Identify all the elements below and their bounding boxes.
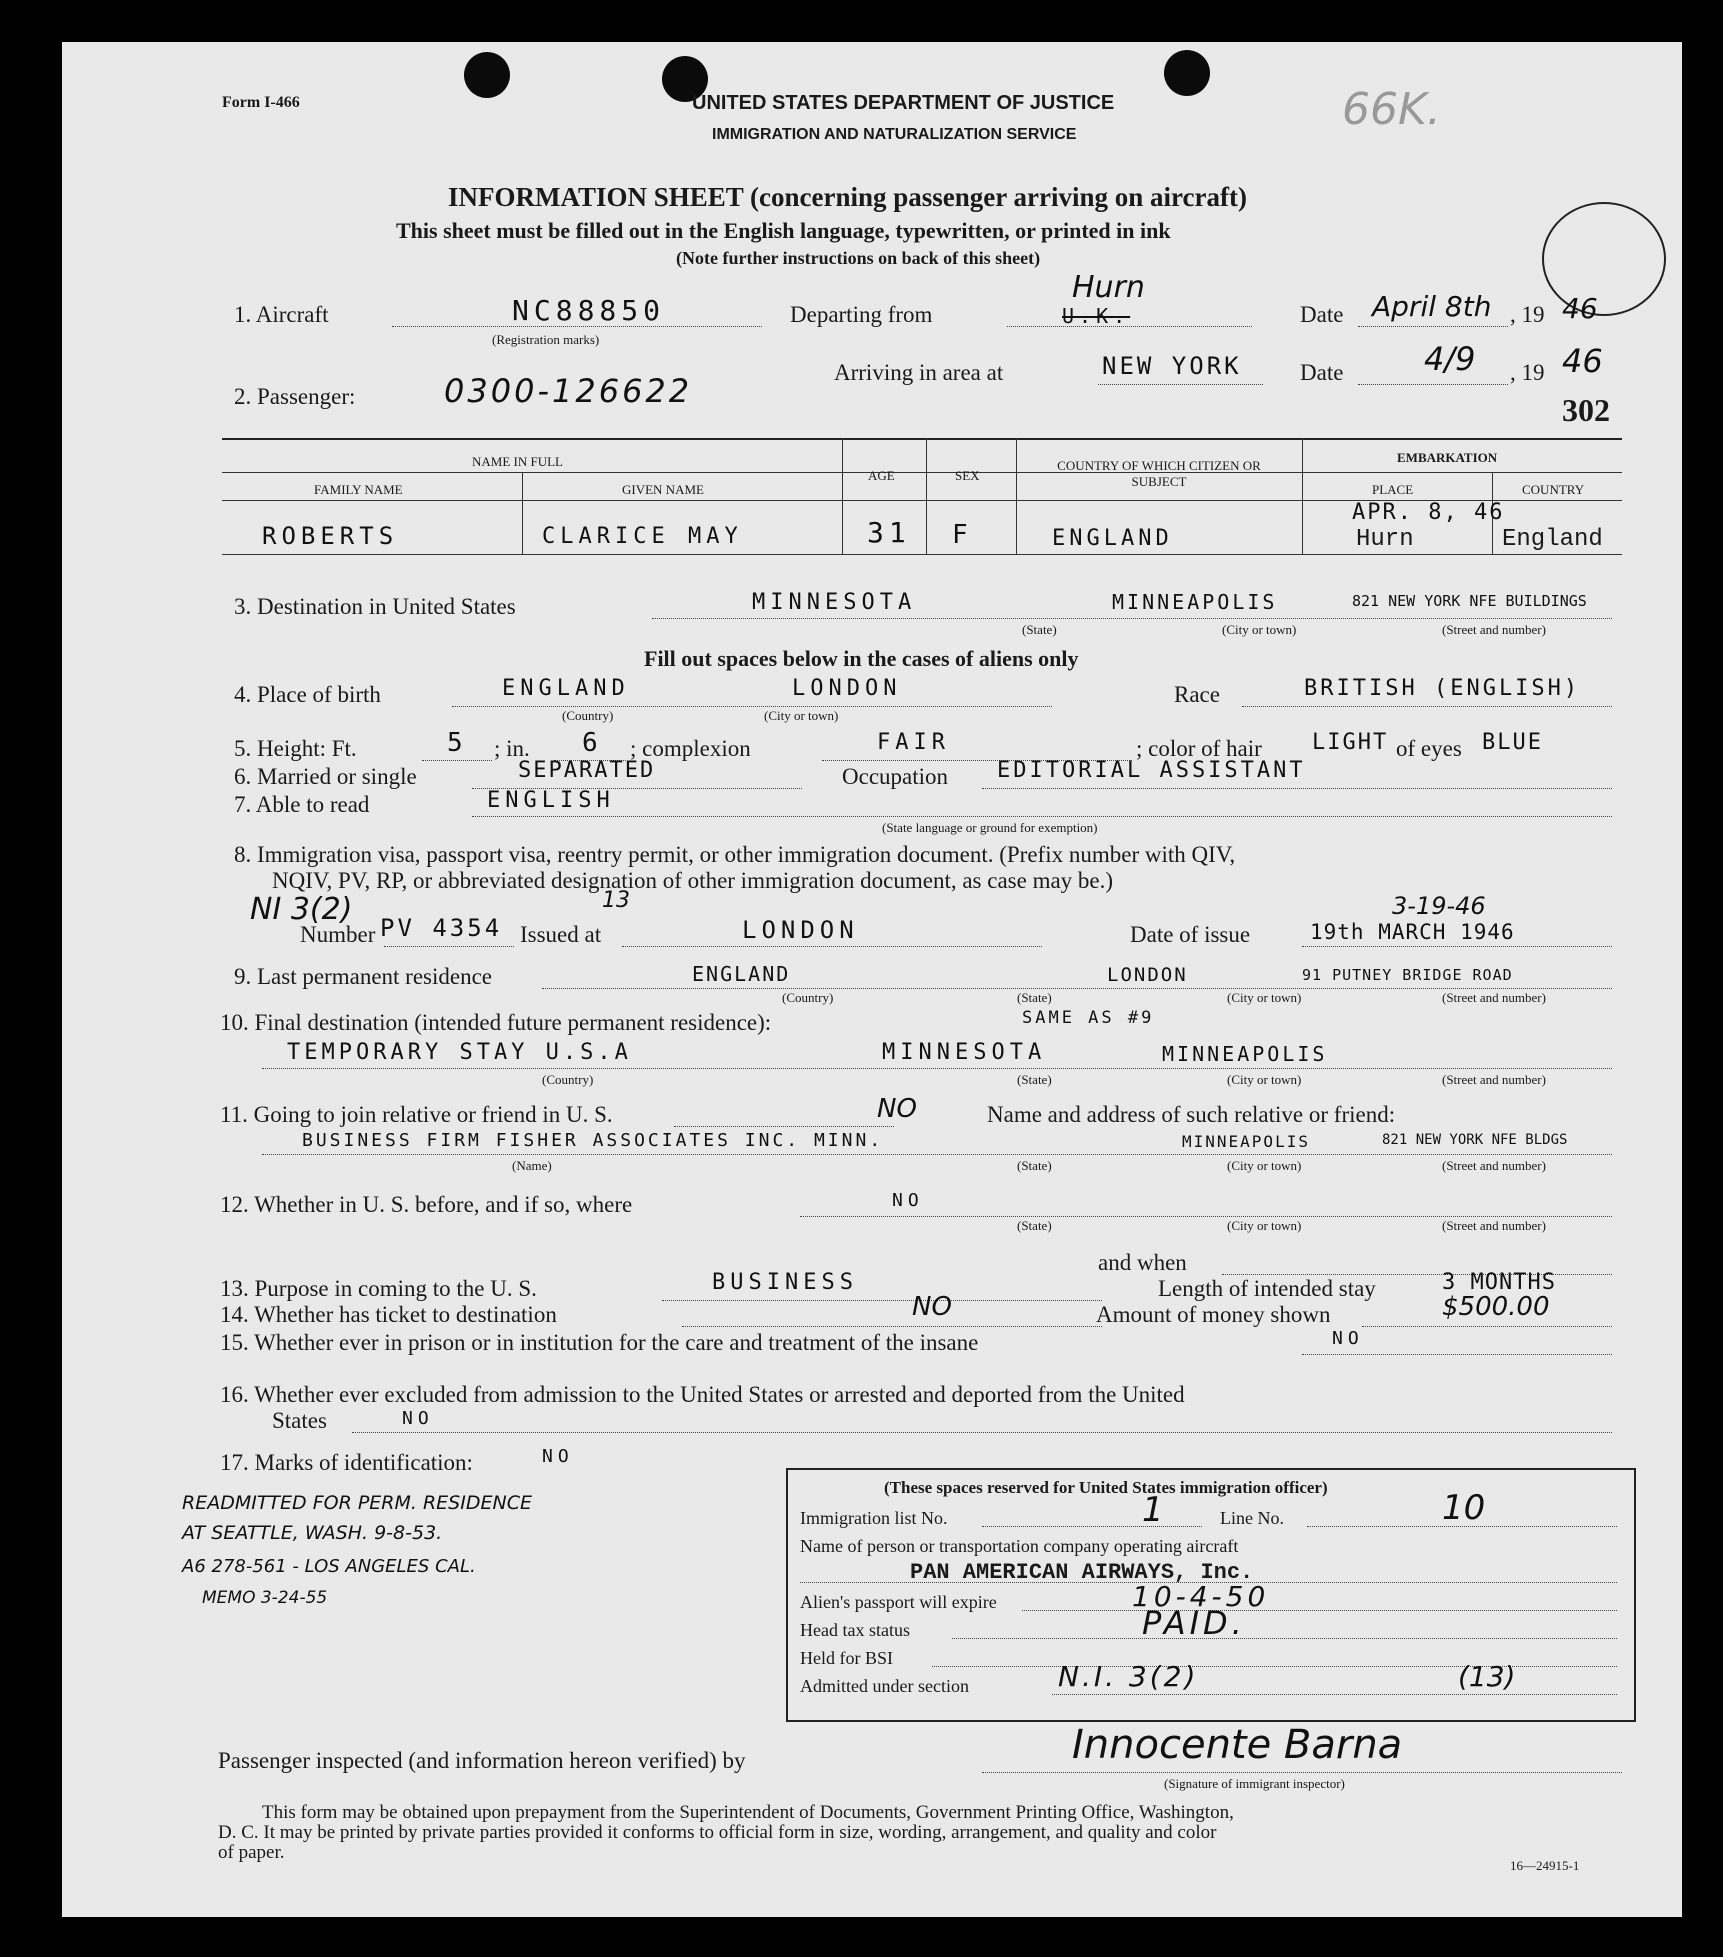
and-when-label: and when <box>1098 1250 1187 1275</box>
country-citizen-header: COUNTRY OF WHICH CITIZEN OR SUBJECT <box>1057 458 1261 489</box>
before-state-caption: (State) <box>1017 1218 1052 1233</box>
purpose-label: 13. Purpose in coming to the U. S. <box>220 1276 537 1301</box>
aliens-only-heading: Fill out spaces below in the cases of aliens only <box>644 646 1079 671</box>
in-us-before-label: 12. Whether in U. S. before, and if so, where <box>220 1192 633 1217</box>
final-note-value: SAME AS #9 <box>1022 1008 1155 1028</box>
inspector-signature: Innocente Barna <box>1072 1722 1403 1768</box>
going-to-join-label: 11. Going to join relative or friend in U. S. <box>220 1102 613 1127</box>
complexion-label: ; complexion <box>630 736 751 761</box>
footer-line-2: D. C. It may be printed by private parties provided it conforms to official form in size, wording, arrangement, and quality and color <box>218 1822 1217 1843</box>
complexion-value: FAIR <box>877 730 950 755</box>
join-value: NO <box>877 1094 917 1124</box>
marks-label: 17. Marks of identification: <box>220 1450 473 1475</box>
before-city-caption: (City or town) <box>1227 1218 1302 1233</box>
last-street-caption: (Street and number) <box>1442 990 1546 1005</box>
circle-mark <box>1542 202 1666 316</box>
issue-date-annotation: 3-19-46 <box>1392 892 1486 920</box>
purpose-value: BUSINESS <box>712 1270 858 1295</box>
date-of-issue-label: Date of issue <box>1130 922 1251 947</box>
family-name-value: ROBERTS <box>262 522 399 550</box>
passport-expire-label: Alien's passport will expire <box>800 1592 997 1612</box>
corner-mark: 66K. <box>1342 84 1441 135</box>
join-state-caption: (State) <box>1017 1158 1052 1173</box>
arriving-label: Arriving in area at <box>834 360 1004 385</box>
eyes-value: BLUE <box>1482 730 1543 755</box>
depart-date-label: Date <box>1300 302 1344 327</box>
transport-label: Name of person or transportation company operating aircraft <box>800 1536 1239 1556</box>
arrive-year-value: 46 <box>1562 342 1603 380</box>
birth-city-caption: (City or town) <box>764 708 839 723</box>
given-name-value: CLARICE MAY <box>542 524 743 549</box>
before-value: NO <box>892 1190 924 1211</box>
embark-date-value: APR. 8, 46 <box>1352 500 1505 525</box>
citizen-value: ENGLAND <box>1052 526 1173 551</box>
dest-state-value: MINNESOTA <box>752 590 917 615</box>
marks-value: NO <box>542 1446 574 1467</box>
final-city-caption: (City or town) <box>1227 1072 1302 1087</box>
money-label: Amount of money shown <box>1096 1302 1331 1327</box>
occupation-label: Occupation <box>842 764 949 789</box>
occupation-value: EDITORIAL ASSISTANT <box>997 758 1306 783</box>
country-header: COUNTRY <box>1522 482 1585 497</box>
join-city-value: MINNEAPOLIS <box>1182 1132 1310 1151</box>
height-label: 5. Height: Ft. <box>234 736 357 761</box>
visa-line1: 8. Immigration visa, passport visa, reentry permit, or other immigration document. (Prefix number with QIV, <box>234 842 1236 867</box>
side-note-line-3: A6 278-561 - LOS ANGELES CAL. <box>182 1556 476 1577</box>
expire-value: 10-4-50 <box>1132 1580 1270 1613</box>
age-value: 31 <box>867 516 911 549</box>
depart-year-label: , 19 <box>1510 302 1545 327</box>
punch-hole-left <box>464 52 510 98</box>
excluded-value: NO <box>402 1408 434 1429</box>
reserved-caption: (These spaces reserved for United States immigration officer) <box>884 1478 1328 1497</box>
reads-value: ENGLISH <box>487 788 615 813</box>
able-read-label: 7. Able to read <box>234 792 370 817</box>
final-street-caption: (Street and number) <box>1442 1072 1546 1087</box>
departing-struck-value: U.K. <box>1062 304 1131 328</box>
excluded-line2: States <box>272 1408 327 1433</box>
hair-label: ; color of hair <box>1136 736 1262 761</box>
passenger-label: 2. Passenger: <box>234 384 356 409</box>
punch-hole-right <box>1164 50 1210 96</box>
dest-street-value: 821 NEW YORK NFE BUILDINGS <box>1352 592 1587 610</box>
last-street-value: 91 PUTNEY BRIDGE ROAD <box>1302 966 1513 984</box>
depart-year-value: 46 <box>1562 292 1598 325</box>
footer-line-3: of paper. <box>218 1842 285 1863</box>
embark-place-value: Hurn <box>1356 526 1414 553</box>
before-street-caption: (Street and number) <box>1442 1218 1546 1233</box>
hair-value: LIGHT <box>1312 730 1389 755</box>
admitted-value-2: (13) <box>1458 1660 1516 1693</box>
footer-line-1: This form may be obtained upon prepayment from the Superintendent of Documents, Government Printing Office, Washington, <box>262 1802 1234 1823</box>
inches-label: ; in. <box>494 736 530 761</box>
join-name-value: BUSINESS FIRM FISHER ASSOCIATES INC. MINN. <box>302 1130 884 1151</box>
sheet-title: INFORMATION SHEET (concerning passenger arriving on aircraft) <box>448 182 1247 212</box>
ticket-value: NO <box>912 1292 952 1322</box>
final-country-caption: (Country) <box>542 1072 594 1087</box>
married-value: SEPARATED <box>518 758 656 783</box>
final-city-value: MINNEAPOLIS <box>1162 1042 1328 1066</box>
imm-list-label: Immigration list No. <box>800 1508 948 1528</box>
visa-annotation: NI 3(2) <box>250 892 353 927</box>
final-state-value: MINNESOTA <box>882 1040 1047 1065</box>
signature-caption: (Signature of immigrant inspector) <box>1164 1776 1345 1791</box>
join-street-value: 821 NEW YORK NFE BLDGS <box>1382 1132 1568 1148</box>
sex-header: SEX <box>955 468 980 483</box>
race-label: Race <box>1174 682 1220 707</box>
length-stay-label: Length of intended stay <box>1158 1276 1376 1301</box>
departing-value: Hurn <box>1072 270 1145 305</box>
aircraft-value: NC88850 <box>512 294 666 327</box>
visa-line2: NQIV, PV, RP, or abbreviated designation of other immigration document, as case may be.) <box>272 868 1114 893</box>
arrive-date-value: 4/9 <box>1424 340 1476 378</box>
arrive-date-label: Date <box>1300 360 1344 385</box>
name-in-full-header: NAME IN FULL <box>472 454 563 469</box>
registration-caption: (Registration marks) <box>492 332 600 347</box>
place-of-birth-label: 4. Place of birth <box>234 682 381 707</box>
stay-value: 3 MONTHS <box>1442 1270 1556 1295</box>
instruction-line: This sheet must be filled out in the English language, typewritten, or printed in ink <box>396 218 1171 243</box>
footer-code: 16—24915-1 <box>1510 1858 1580 1873</box>
visa-annotation-2: 13 <box>602 888 630 913</box>
last-residence-label: 9. Last permanent residence <box>234 964 492 989</box>
admitted-label: Admitted under section <box>800 1676 969 1696</box>
state-language-caption: (State language or ground for exemption) <box>882 820 1098 835</box>
dest-street-caption: (Street and number) <box>1442 622 1546 637</box>
embark-country-value: England <box>1502 526 1603 553</box>
side-note-line-2: AT SEATTLE, WASH. 9-8-53. <box>182 1522 443 1544</box>
passenger-value: 0300-126622 <box>444 372 693 410</box>
embarkation-header: EMBARKATION <box>1397 450 1498 465</box>
given-name-header: GIVEN NAME <box>622 482 704 497</box>
depart-date-value: April 8th <box>1372 290 1492 323</box>
name-address-label: Name and address of such relative or friend: <box>987 1102 1396 1127</box>
line-no-value: 10 <box>1442 1488 1486 1528</box>
admitted-value: N.I. 3(2) <box>1058 1660 1199 1693</box>
issued-at-value: LONDON <box>742 916 859 944</box>
final-destination-label: 10. Final destination (intended future permanent residence): <box>220 1010 772 1035</box>
height-in-value: 6 <box>582 728 603 758</box>
join-street-caption: (Street and number) <box>1442 1158 1546 1173</box>
birth-city-value: LONDON <box>792 676 902 701</box>
sex-value: F <box>952 520 973 550</box>
number-label: Number <box>300 922 376 947</box>
last-city-value: LONDON <box>1107 964 1188 986</box>
aircraft-label: 1. Aircraft <box>234 302 329 327</box>
imm-list-value: 1 <box>1142 1490 1164 1530</box>
arrive-year-label: , 19 <box>1510 360 1545 385</box>
race-value: BRITISH (ENGLISH) <box>1304 676 1581 701</box>
department-title: UNITED STATES DEPARTMENT OF JUSTICE <box>692 92 1115 114</box>
visa-number-value: PV 4354 <box>380 914 503 942</box>
family-name-header: FAMILY NAME <box>314 482 403 497</box>
married-label: 6. Married or single <box>234 764 417 789</box>
form-number: Form I-466 <box>222 94 300 111</box>
dest-city-value: MINNEAPOLIS <box>1112 590 1278 614</box>
excluded-line1: 16. Whether ever excluded from admission to the United States or arrested and deported from the United <box>220 1382 1185 1407</box>
side-note-line-1: READMITTED FOR PERM. RESIDENCE <box>182 1492 532 1514</box>
prison-value: NO <box>1332 1328 1364 1349</box>
ticket-label: 14. Whether has ticket to destination <box>220 1302 557 1327</box>
issued-at-label: Issued at <box>520 922 602 947</box>
last-country-value: ENGLAND <box>692 962 791 986</box>
age-header: AGE <box>868 468 895 483</box>
join-city-caption: (City or town) <box>1227 1158 1302 1173</box>
dest-city-caption: (City or town) <box>1222 622 1297 637</box>
side-note-line-4: MEMO 3-24-55 <box>202 1588 328 1608</box>
held-bsi-label: Held for BSI <box>800 1648 893 1668</box>
issue-date-value: 19th MARCH 1946 <box>1310 920 1515 944</box>
departing-label: Departing from <box>790 302 933 327</box>
money-value: $500.00 <box>1442 1292 1550 1322</box>
last-country-caption: (Country) <box>782 990 834 1005</box>
form-sheet <box>62 42 1682 1917</box>
birth-country-value: ENGLAND <box>502 676 630 701</box>
prison-label: 15. Whether ever in prison or in institution for the care and treatment of the insane <box>220 1330 979 1355</box>
service-title: IMMIGRATION AND NATURALIZATION SERVICE <box>712 126 1077 143</box>
dest-state-caption: (State) <box>1022 622 1057 637</box>
line-no-label: Line No. <box>1220 1508 1284 1528</box>
birth-country-caption: (Country) <box>562 708 614 723</box>
height-ft-value: 5 <box>447 728 468 758</box>
instruction-note: (Note further instructions on back of this sheet) <box>676 248 1041 268</box>
arriving-value: NEW YORK <box>1102 352 1242 380</box>
last-city-caption: (City or town) <box>1227 990 1302 1005</box>
final-country-value: TEMPORARY STAY U.S.A <box>287 1040 632 1065</box>
final-state-caption: (State) <box>1017 1072 1052 1087</box>
place-header: PLACE <box>1372 482 1414 497</box>
eyes-label: of eyes <box>1396 736 1462 761</box>
inspected-label: Passenger inspected (and information hereon verified) by <box>218 1748 746 1773</box>
sheet-number: 302 <box>1562 392 1610 428</box>
transport-value: PAN AMERICAN AIRWAYS, Inc. <box>910 1560 1254 1585</box>
head-tax-value: PAID. <box>1142 1604 1246 1642</box>
destination-label: 3. Destination in United States <box>234 594 516 619</box>
last-state-caption: (State) <box>1017 990 1052 1005</box>
head-tax-label: Head tax status <box>800 1620 910 1640</box>
join-name-caption: (Name) <box>512 1158 552 1173</box>
